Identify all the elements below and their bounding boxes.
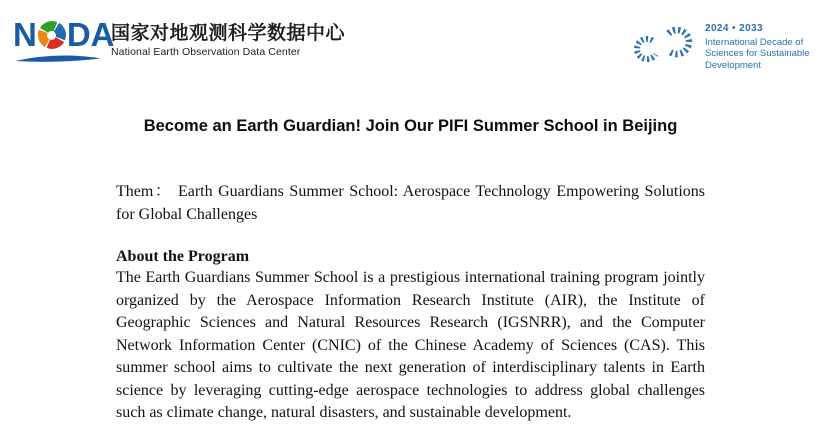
noda-wordmark-letters — [13, 16, 115, 53]
noda-pinwheel-hole — [47, 31, 56, 40]
decade-text-block — [705, 21, 810, 71]
noda-wordmark — [13, 16, 115, 63]
document-body — [116, 0, 705, 441]
noda-cn-title: 国家对地观测科学数据中心 — [111, 23, 346, 44]
theme-paragraph: Them： Earth Guardians Summer School: Aerospace Technology Empowering Solutions for Global Challenges — [116, 183, 705, 223]
noda-swoosh-icon — [13, 54, 103, 63]
about-paragraph: The Earth Guardians Summer School is a prestigious international training program jointly organized by the Aerospace Information Research Institute (AIR), the Institute of Geographic Sciences and Natural Resources Research (IGSNRR), and the Computer Network Information Center (CNIC) of the Chinese Academy of Sciences (CAS). This summer school aims to cultivate the next generation of interdisciplinary talents in Earth science by leveraging cutting-edge aerospace technologies to address global challenges such as climate change, natural disasters, and sustainable development. — [116, 269, 705, 421]
about-heading: About the Program — [116, 248, 250, 265]
decade-years: 2024 • 2033 — [705, 23, 763, 34]
document-title: Become an Earth Guardian! Join Our PIFI Summer School in Beijing — [143, 117, 678, 135]
noda-letter-n: N — [13, 16, 37, 53]
decade-line-2: Sciences for Sustainable — [705, 48, 810, 59]
noda-en-title: National Earth Observation Data Center — [111, 46, 301, 58]
decade-line-3: Development — [705, 59, 761, 71]
noda-letters-da: DA — [66, 16, 115, 53]
decade-line-1: International Decade of — [705, 36, 804, 48]
noda-pinwheel-icon — [38, 21, 66, 49]
